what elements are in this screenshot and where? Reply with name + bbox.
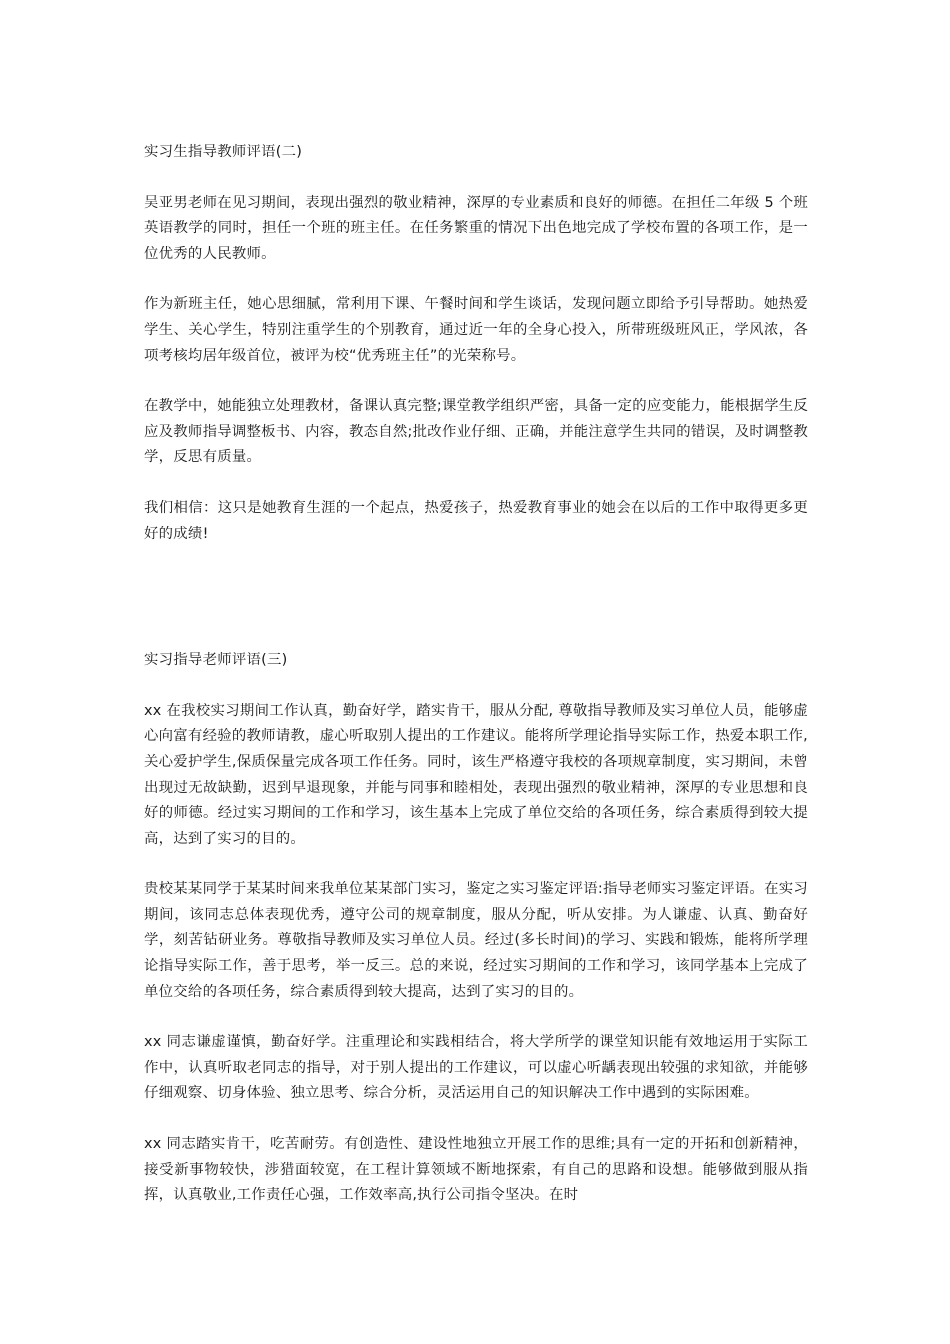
paragraph: xx 在我校实习期间工作认真，勤奋好学，踏实肯干，服从分配, 尊敬指导教师及实习单位人员，能够虚心向富有经验的教师请教，虚心听取别人提出的工作建议。能将所学理论指导实际工作，热爱本职工作,关心爱护学生,保质保量完成各项工作任务。同时，该生严格遵守我校的各项规章制度，实习期间，未曾出现过无故缺勤，迟到早退现象，并能与同事和睦相处，表现出强烈的敬业精神，深厚的专业思想和良好的师德。经过实习期间的工作和学习，该生基本上完成了单位交给的各项任务，综合素质得到较大提高，达到了实习的目的。 (144, 702, 808, 847)
paragraph: 我们相信：这只是她教育生涯的一个起点，热爱孩子，热爱教育事业的她会在以后的工作中取得更多更好的成绩! (144, 499, 808, 542)
section-title-3: 实习指导老师评语(三) (144, 652, 288, 669)
document-body (144, 140, 808, 1209)
paragraph: 贵校某某同学于某某时间来我单位某某部门实习，鉴定之实习鉴定评语:指导老师实习鉴定评语。在实习期间，该同志总体表现优秀，遵守公司的规章制度，服从分配，听从安排。为人谦虚、认真、勤奋好学，刻苦钻研业务。尊敬指导教师及实习单位人员。经过(多长时间)的学习、实践和锻炼，能将所学理论指导实际工作，善于思考，举一反三。总的来说，经过实习期间的工作和学习，该同学基本上完成了单位交给的各项任务，综合素质得到较大提高，达到了实习的目的。 (144, 881, 808, 1000)
section-title-2: 实习生指导教师评语(二) (144, 144, 303, 160)
paragraph: 吴亚男老师在见习期间，表现出强烈的敬业精神，深厚的专业素质和良好的师德。在担任二年级 5 个班英语教学的同时，担任一个班的班主任。在任务繁重的情况下出色地完成了学校布置的各项工作，是一位优秀的人民教师。 (144, 194, 808, 262)
paragraph: xx 同志踏实肯干，吃苦耐劳。有创造性、建设性地独立开展工作的思维;具有一定的开拓和创新精神，接受新事物较快，涉猎面较宽，在工程计算领域不断地探索，有自己的思路和设想。能够做到服从指挥，认真敬业,工作责任心强，工作效率高,执行公司指令坚决。在时 (144, 1136, 808, 1204)
paragraph: xx 同志谦虚谨慎，勤奋好学。注重理论和实践相结合，将大学所学的课堂知识能有效地运用于实际工作中，认真听取老同志的指导，对于别人提出的工作建议，可以虚心听龋表现出较强的求知欲，并能够仔细观察、切身体验、独立思考、综合分析，灵活运用自己的知识解决工作中遇到的实际困难。 (144, 1034, 808, 1102)
paragraph: 在教学中，她能独立处理教材，备课认真完整;课堂教学组织严密，具备一定的应变能力，能根据学生反应及教师指导调整板书、内容，教态自然;批改作业仔细、正确，并能注意学生共同的错误，及时调整教学，反思有质量。 (144, 398, 808, 466)
paragraph: 作为新班主任，她心思细腻，常利用下课、午餐时间和学生谈话，发现问题立即给予引导帮助。她热爱学生、关心学生，特别注重学生的个别教育，通过近一年的全身心投入，所带班级班风正，学风浓，各项考核均居年级首位，被评为校“优秀班主任”的光荣称号。 (144, 296, 808, 364)
